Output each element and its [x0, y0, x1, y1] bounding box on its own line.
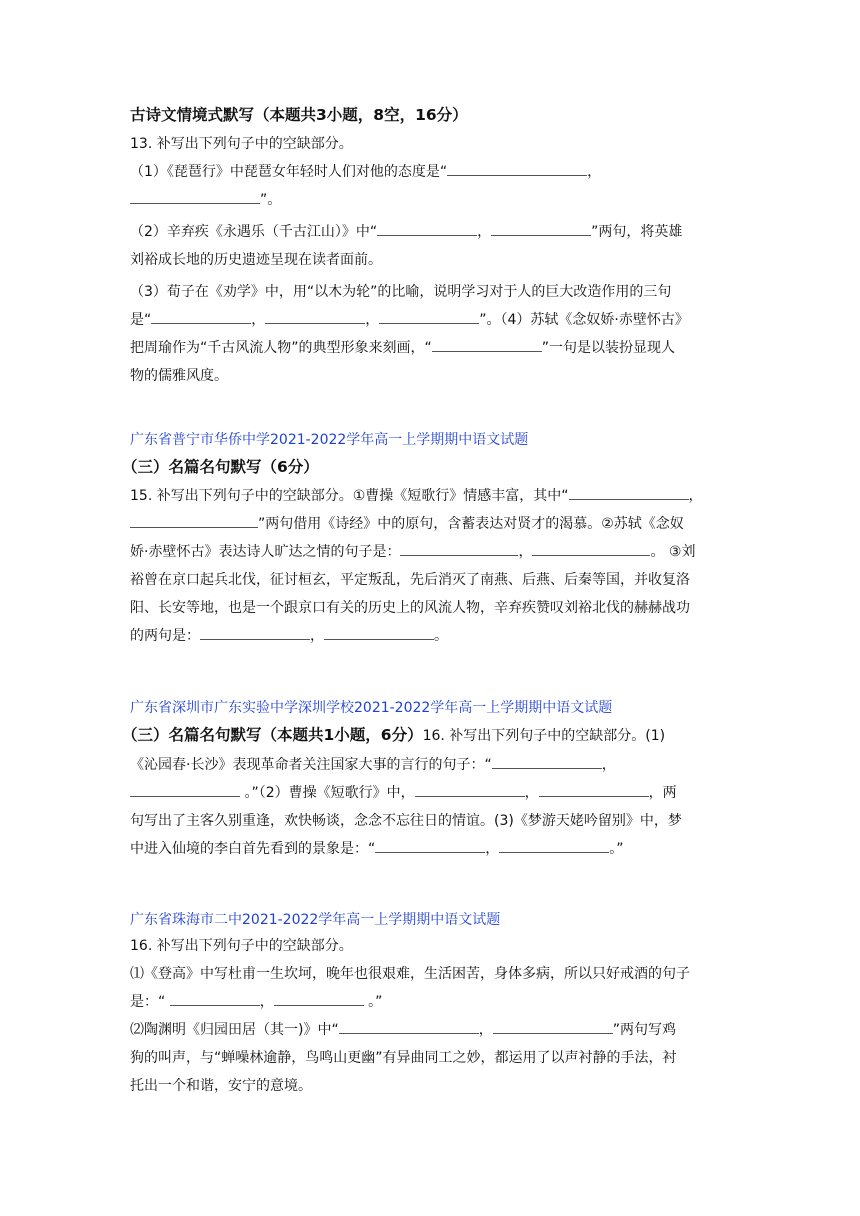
question-16-line: 句写出了主客久别重逢，欢快畅谈，念念不忘往日的情谊。(3)《梦游天姥吟留别》中，梦: [130, 813, 682, 829]
section-zhuhai: [130, 908, 742, 1100]
question-16-item-2-cont: 托出一个和谐，安宁的意境。: [130, 1078, 312, 1094]
section-shenzhen: [122, 696, 742, 863]
section-ancient-poetry: [130, 100, 742, 390]
answer-blank[interactable]: [415, 782, 525, 797]
question-16-intro: 16. 补写出下列句子中的空缺部分。: [130, 938, 353, 954]
answer-blank[interactable]: [493, 1019, 613, 1034]
answer-blank[interactable]: [130, 189, 260, 204]
answer-blank[interactable]: [447, 161, 587, 176]
question-16-line: 。”（2）曹操《短歌行》中， ， ，两: [130, 779, 742, 807]
answer-blank[interactable]: [379, 309, 479, 324]
question-16-line: （三）名篇名句默写（本题共1小题，6分）16. 补写出下列句子中的空缺部分。(1): [122, 726, 666, 744]
question-15-line: 的两句是： ， 。: [130, 622, 742, 650]
section-heading: （三）名篇名句默写（本题共1小题，6分）: [122, 726, 423, 744]
section-heading: （三）名篇名句默写（6分）: [122, 458, 319, 476]
question-16-item-1: ⑴《登高》中写杜甫一生坎坷，晚年也很艰难，生活困苦，身体多病，所以只好戒酒的句子: [130, 966, 690, 982]
question-15-line: 娇·赤壁怀古》表达诗人旷达之情的句子是： ， 。 ③刘: [130, 538, 742, 566]
question-15-line: ”两句借用《诗经》中的原句，含蓄表达对贤才的渴慕。②苏轼《念奴: [130, 510, 742, 538]
source-link[interactable]: 广东省深圳市广东实验中学深圳学校2021-2022学年高一上学期期中语文试题: [130, 700, 613, 716]
answer-blank[interactable]: [539, 782, 649, 797]
answer-blank[interactable]: [492, 754, 602, 769]
section-heading: 古诗文情境式默写（本题共3小题，8空，16分）: [130, 106, 468, 124]
question-16-item-1-cont: 是：“ ， 。”: [130, 988, 742, 1016]
source-link[interactable]: 广东省珠海市二中2021-2022学年高一上学期期中语文试题: [130, 912, 501, 928]
answer-blank[interactable]: [274, 991, 364, 1006]
question-16-item-2: ⑵陶渊明《归园田居（其一)》中“ ， ”两句写鸡: [130, 1016, 742, 1044]
question-13-item-2: （2）辛弃疾《永遇乐（千古江山）》中“ ， ”两句，将英雄: [130, 218, 742, 246]
source-link[interactable]: 广东省普宁市华侨中学2021-2022学年高一上学期期中语文试题: [130, 432, 529, 448]
question-16-item-2-cont: 狗的叫声，与“蝉噪林逾静，鸟鸣山更幽”有异曲同工之妙，都运用了以声衬静的手法，衬: [130, 1050, 677, 1066]
answer-blank[interactable]: [491, 221, 591, 236]
question-15-line: 阳、长安等地，也是一个跟京口有关的历史上的风流人物，辛弃疾赞叹刘裕北伐的赫赫战功: [130, 600, 690, 616]
answer-blank[interactable]: [265, 309, 365, 324]
answer-blank[interactable]: [569, 485, 689, 500]
answer-blank[interactable]: [200, 625, 310, 640]
question-13-item-1: （1）《琵琶行》中琵琶女年轻时人们对他的态度是“ ，: [130, 158, 742, 186]
question-16-line: 中进入仙境的李白首先看到的景象是：“ ， 。”: [130, 835, 742, 863]
question-15-line: 裕曾在京口起兵北伐，征讨桓玄，平定叛乱，先后消灭了南燕、后燕、后秦等国，并收复洛: [130, 572, 690, 588]
answer-blank[interactable]: [324, 625, 434, 640]
question-13-item-4: 把周瑜作为“千古风流人物”的典型形象来刻画，“ ”一句是以装扮显现人: [130, 334, 742, 362]
answer-blank[interactable]: [432, 337, 542, 352]
question-13-intro: 13. 补写出下列句子中的空缺部分。: [130, 136, 353, 152]
answer-blank[interactable]: [339, 1019, 479, 1034]
question-15-line: 15. 补写出下列句子中的空缺部分。①曹操《短歌行》情感丰富，其中“ ，: [130, 482, 742, 510]
answer-blank[interactable]: [499, 838, 609, 853]
answer-blank[interactable]: [375, 838, 485, 853]
answer-blank[interactable]: [532, 541, 650, 556]
answer-blank[interactable]: [151, 309, 251, 324]
answer-blank[interactable]: [400, 541, 518, 556]
answer-blank[interactable]: [130, 513, 258, 528]
question-13-item-3-cont: 是“ ， ， ”。（4）苏轼《念奴娇·赤壁怀古》: [130, 306, 742, 334]
answer-blank[interactable]: [170, 991, 260, 1006]
question-13-item-1-cont: ”。: [130, 186, 742, 214]
question-13-item-2-cont: 刘裕成长地的历史遗迹呈现在读者面前。: [130, 252, 382, 268]
section-puning: [122, 428, 742, 650]
question-13-item-4-cont: 物的儒雅风度。: [130, 368, 228, 384]
answer-blank[interactable]: [130, 782, 240, 797]
answer-blank[interactable]: [377, 221, 477, 236]
question-16-line: 《沁园春·长沙》表现革命者关注国家大事的言行的句子：“ ，: [130, 751, 742, 779]
question-13-item-3: （3）荀子在《劝学》中，用“以木为轮”的比喻，说明学习对于人的巨大改造作用的三句: [130, 284, 672, 300]
